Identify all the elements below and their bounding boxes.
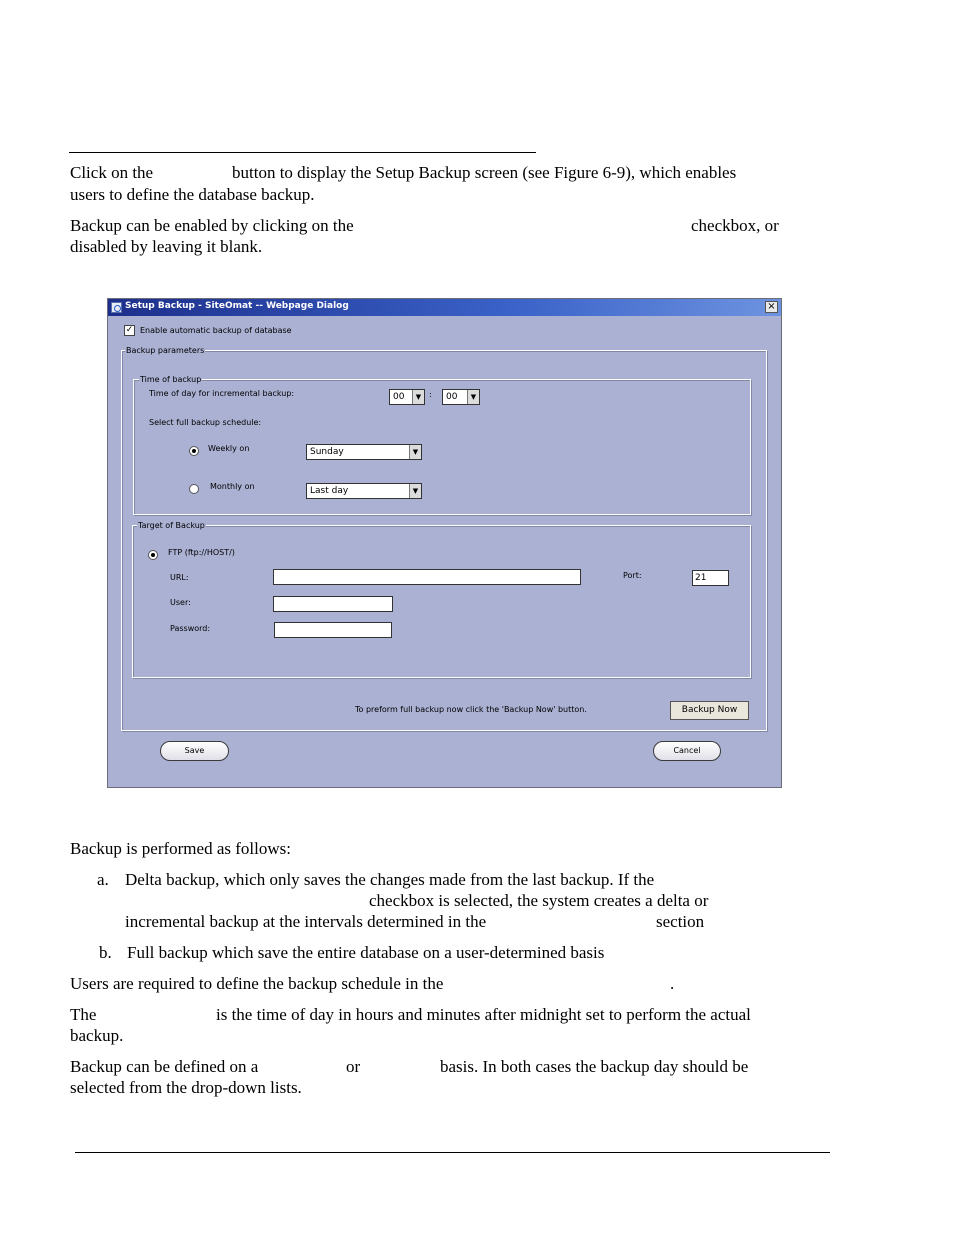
- hour-select[interactable]: [389, 389, 425, 405]
- dialog-title: Setup Backup - SiteOmat -- Webpage Dialog: [125, 301, 349, 311]
- target-of-backup-legend: Target of Backup: [138, 521, 205, 530]
- backup-parameters-legend: Backup parameters: [126, 346, 205, 355]
- backup-now-hint: To preform full backup now click the 'Backup Now' button.: [355, 705, 587, 714]
- password-input[interactable]: [274, 622, 392, 638]
- list-b-line-1: Full backup which save the entire database on a user-determined basis: [127, 943, 605, 962]
- para-2-start: Backup can be enabled by clicking on the: [70, 216, 354, 235]
- url-label: URL:: [170, 573, 189, 582]
- weekly-day-select[interactable]: [306, 444, 422, 460]
- close-icon[interactable]: ×: [765, 301, 778, 313]
- minute-value: 00: [446, 392, 458, 402]
- header-rule: [69, 152, 536, 153]
- ftp-radio[interactable]: [148, 550, 158, 560]
- list-a-marker: a.: [97, 870, 109, 889]
- dialog-titlebar: [108, 299, 781, 316]
- para-3: Backup is performed as follows:: [70, 839, 291, 858]
- setup-backup-dialog: [107, 298, 782, 788]
- list-a-line-3b: section: [656, 912, 705, 931]
- para-6-or: or: [346, 1057, 361, 1076]
- monthly-label: Monthly on: [210, 482, 255, 491]
- footer-rule: [75, 1152, 830, 1153]
- user-label: User:: [170, 598, 191, 607]
- para-5-start: The: [70, 1005, 97, 1024]
- time-of-backup-legend: Time of backup: [140, 375, 202, 384]
- monthly-day-select[interactable]: [306, 483, 422, 499]
- enable-backup-label: Enable automatic backup of database: [140, 326, 292, 335]
- para-1-end: users to define the database backup.: [70, 185, 315, 204]
- para-6-middle: basis. In both cases the backup day should be: [440, 1057, 749, 1076]
- chevron-down-icon: ▼: [409, 445, 421, 459]
- minute-select[interactable]: [442, 389, 480, 405]
- chevron-down-icon: ▼: [412, 390, 424, 404]
- list-a-line-3a: incremental backup at the intervals determined in the: [125, 912, 487, 931]
- weekly-label: Weekly on: [208, 444, 250, 453]
- chevron-down-icon: ▼: [409, 484, 421, 498]
- port-input[interactable]: 21: [692, 570, 729, 586]
- monthly-radio[interactable]: [189, 484, 199, 494]
- para-2-middle: checkbox, or: [691, 216, 779, 235]
- hour-value: 00: [393, 392, 405, 402]
- para-5-middle: is the time of day in hours and minutes after midnight set to perform the actual: [216, 1005, 751, 1024]
- user-input[interactable]: [273, 596, 393, 612]
- para-5-end: backup.: [70, 1026, 124, 1045]
- ftp-label: FTP (ftp://HOST/): [168, 548, 235, 557]
- para-4-start: Users are required to define the backup schedule in the: [70, 974, 444, 993]
- save-button[interactable]: Save: [160, 741, 229, 761]
- schedule-label: Select full backup schedule:: [149, 418, 262, 427]
- para-1-middle: button to display the Setup Backup screen (see Figure 6-9), which enables: [232, 163, 737, 182]
- para-4-end: .: [670, 974, 675, 993]
- para-6-end: selected from the drop-down lists.: [70, 1078, 302, 1097]
- password-label: Password:: [170, 624, 211, 633]
- list-b-marker: b.: [99, 943, 112, 962]
- backup-now-button[interactable]: Backup Now: [670, 701, 749, 720]
- list-a-line-2: checkbox is selected, the system creates a delta or: [369, 891, 709, 910]
- port-label: Port:: [623, 571, 642, 580]
- para-1-start: Click on the: [70, 163, 154, 182]
- list-a-line-1: Delta backup, which only saves the changes made from the last backup. If the: [125, 870, 655, 889]
- ie-page-icon: [111, 302, 122, 313]
- incremental-time-label: Time of day for incremental backup:: [149, 389, 295, 398]
- para-6-start: Backup can be defined on a: [70, 1057, 259, 1076]
- enable-backup-checkbox[interactable]: ✓: [125, 325, 134, 335]
- para-2-end: disabled by leaving it blank.: [70, 237, 263, 256]
- cancel-button[interactable]: Cancel: [653, 741, 721, 761]
- url-input[interactable]: [273, 569, 581, 585]
- chevron-down-icon: ▼: [467, 390, 479, 404]
- weekly-day-value: Sunday: [310, 447, 344, 457]
- weekly-radio[interactable]: [189, 446, 199, 456]
- time-colon: :: [429, 390, 432, 399]
- monthly-day-value: Last day: [310, 486, 349, 496]
